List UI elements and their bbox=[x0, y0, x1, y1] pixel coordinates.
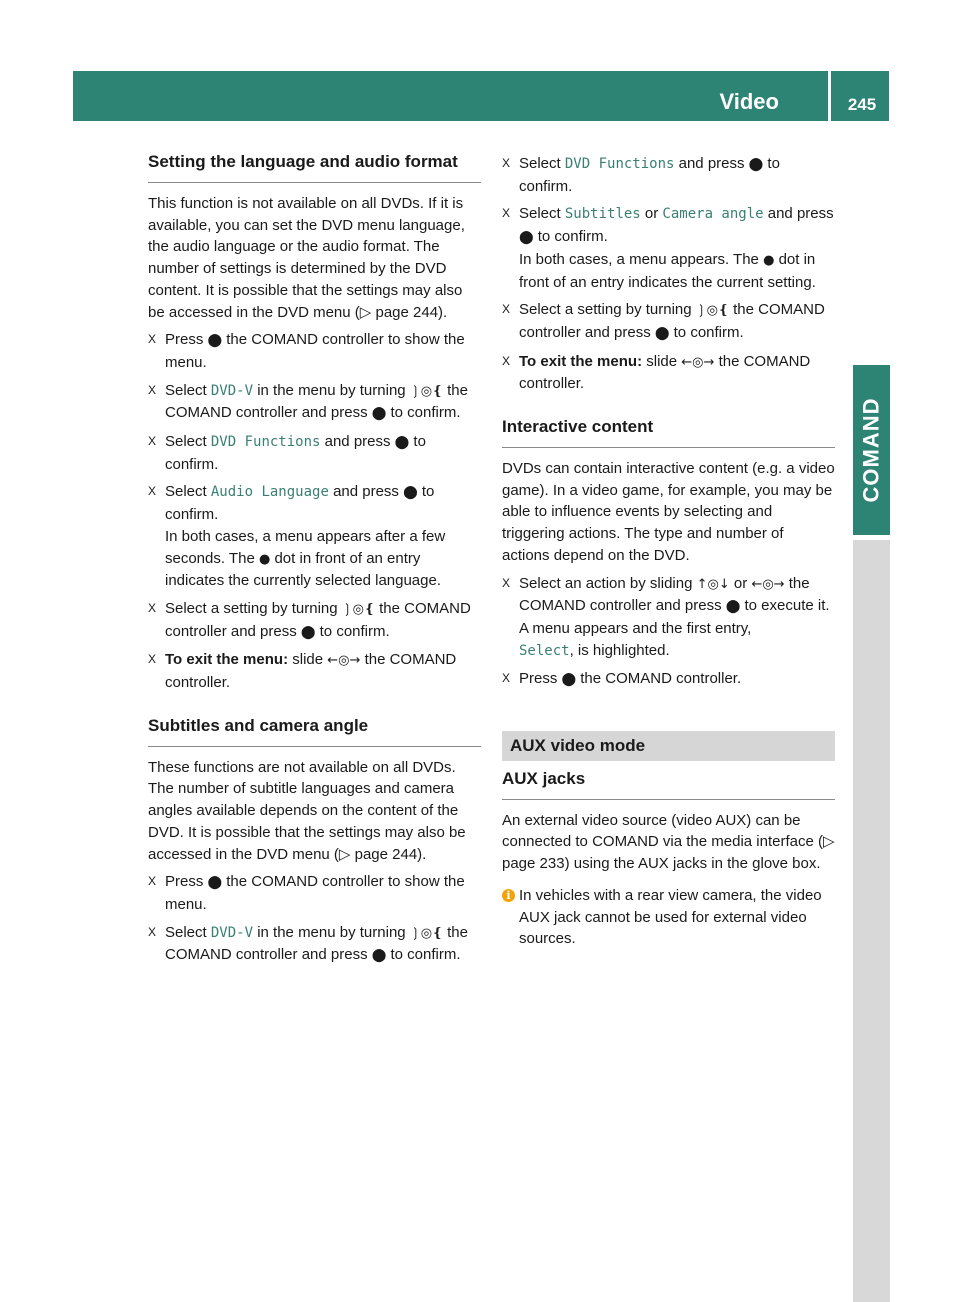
list-item: X To exit the menu: slide ←◎→ the COMAND controller. bbox=[148, 651, 457, 692]
side-bar bbox=[853, 540, 890, 1302]
menu-code: Subtitles bbox=[564, 206, 641, 223]
arrow-icon: X bbox=[502, 575, 511, 590]
menu-code: DVD Functions bbox=[564, 156, 675, 172]
list-item: X Select DVD Functions and press ⬤ to confirm. bbox=[502, 155, 780, 195]
arrow-icon: X bbox=[502, 156, 511, 170]
list-item: X Press ⬤ the COMAND controller to show the menu. bbox=[148, 331, 465, 371]
intro-text: These functions are not available on all DVDs. The number of subtitle languages and camera angles available depends on the content of the DVD. It is possible that the settings may also be accessed in the DVD menu (▷ page 244). bbox=[148, 758, 466, 863]
heading-subtitles-camera: Subtitles and camera angle bbox=[148, 714, 481, 747]
arrow-icon: X bbox=[148, 924, 157, 939]
arrow-icon: X bbox=[148, 382, 157, 397]
left-column bbox=[148, 150, 481, 967]
section-title: Video bbox=[719, 89, 779, 114]
turn-icon: ❳◎❴ bbox=[695, 303, 729, 319]
list-item: X Select Audio Language and press ⬤ to confirm. In both cases, a menu appears after a few seconds. The ● dot in front of an entry indicates the currently selected language. bbox=[148, 483, 446, 590]
slide-icon: ←◎→ bbox=[327, 653, 361, 669]
list-item: X Press ⬤ the COMAND controller. bbox=[502, 668, 835, 691]
arrow-icon: X bbox=[502, 353, 511, 368]
press-icon: ⬤ bbox=[725, 599, 741, 615]
press-icon: ⬤ bbox=[394, 435, 410, 451]
list-item: X Press ⬤ the COMAND controller to show the menu. bbox=[148, 873, 465, 913]
header-bar bbox=[73, 71, 889, 121]
arrow-icon: X bbox=[148, 600, 157, 615]
arrow-icon: X bbox=[148, 874, 157, 889]
list-item: X Select a setting by turning ❳◎❴ the COMAND controller and press ⬤ to confirm. bbox=[148, 599, 471, 640]
info-note: i In vehicles with a rear view camera, the video AUX jack cannot be used for external video sources. bbox=[502, 885, 835, 950]
turn-icon: ❳◎❴ bbox=[409, 925, 443, 941]
list-item: X Select a setting by turning ❳◎❴ the COMAND controller and press ⬤ to confirm. bbox=[502, 301, 825, 341]
right-column bbox=[502, 150, 835, 950]
intro-text: An external video source (video AUX) can be connected to COMAND via the media interface (▷ page 233) using the AUX jacks in the glove box. bbox=[502, 811, 835, 873]
list-item: X Select DVD-V in the menu by turning ❳◎❴ the COMAND controller and press ⬤ to confirm. bbox=[148, 381, 468, 422]
menu-code: DVD-V bbox=[210, 924, 254, 941]
arrow-icon: X bbox=[148, 484, 157, 499]
press-icon: ⬤ bbox=[403, 485, 418, 501]
slide-icon: ←◎→ bbox=[751, 576, 785, 592]
side-tab[interactable] bbox=[853, 365, 890, 535]
slide-updown-icon: ↑◎↓ bbox=[696, 576, 730, 592]
press-icon: ⬤ bbox=[207, 875, 223, 891]
menu-code: DVD Functions bbox=[210, 434, 321, 451]
press-icon: ⬤ bbox=[519, 230, 534, 246]
menu-code: Select bbox=[519, 642, 570, 659]
list-item: X Select DVD Functions and press ⬤ to confirm. bbox=[148, 433, 426, 473]
page-number: 245 bbox=[847, 95, 877, 114]
turn-icon: ❳◎❴ bbox=[341, 601, 375, 617]
menu-code: Audio Language bbox=[210, 484, 329, 501]
press-icon: ⬤ bbox=[371, 406, 387, 422]
menu-code: Camera angle bbox=[662, 206, 764, 223]
dot-icon: ● bbox=[763, 252, 775, 268]
header-divider bbox=[828, 71, 831, 121]
list-item: X To exit the menu: slide ←◎→ the COMAND controller. bbox=[502, 352, 811, 393]
heading-language-audio: Setting the language and audio format bbox=[148, 150, 481, 183]
arrow-icon: X bbox=[502, 302, 511, 317]
side-tab-label: COMAND bbox=[858, 397, 884, 503]
heading-aux-jacks: AUX jacks bbox=[502, 767, 835, 800]
press-icon: ⬤ bbox=[561, 672, 577, 688]
intro-text: This function is not available on all DVDs. If it is available, you can set the DVD menu language, the audio language or the audio format. The number of settings is determined by the DVD content. It is possible that the settings may also be accessed in the DVD menu (▷ page 244). bbox=[148, 195, 465, 321]
arrow-icon: X bbox=[502, 206, 511, 221]
arrow-icon: X bbox=[148, 332, 157, 347]
press-icon: ⬤ bbox=[371, 948, 387, 964]
list-item: X Select an action by sliding ↑◎↓ or ←◎→ the COMAND controller and press ⬤ to execute it. A menu appears and the first entry, Select, is highlighted. bbox=[502, 574, 830, 659]
dot-icon: ● bbox=[258, 551, 271, 567]
section-aux-video-mode: AUX video mode bbox=[502, 731, 835, 761]
intro-text: DVDs can contain interactive content (e.g. a video game). In a video game, for example, you may be able to influence events by selecting and triggering actions. The type and number of actions depend on the DVD. bbox=[502, 460, 835, 564]
arrow-icon: X bbox=[148, 652, 157, 667]
turn-icon: ❳◎❴ bbox=[409, 383, 443, 399]
list-item: X Select Subtitles or Camera angle and press ⬤ to confirm. In both cases, a menu appears. The ● dot in front of an entry indicates the current setting. bbox=[502, 205, 834, 291]
heading-interactive-content: Interactive content bbox=[502, 415, 835, 448]
press-icon: ⬤ bbox=[748, 157, 764, 172]
menu-code: DVD-V bbox=[210, 382, 254, 399]
press-icon: ⬤ bbox=[654, 325, 670, 341]
slide-icon: ←◎→ bbox=[681, 354, 715, 370]
info-icon: i bbox=[502, 889, 515, 902]
arrow-icon: X bbox=[148, 434, 157, 449]
arrow-icon: X bbox=[502, 671, 511, 686]
press-icon: ⬤ bbox=[207, 333, 223, 349]
press-icon: ⬤ bbox=[300, 624, 316, 640]
list-item: X Select DVD-V in the menu by turning ❳◎❴ the COMAND controller and press ⬤ to confirm. bbox=[148, 923, 468, 964]
